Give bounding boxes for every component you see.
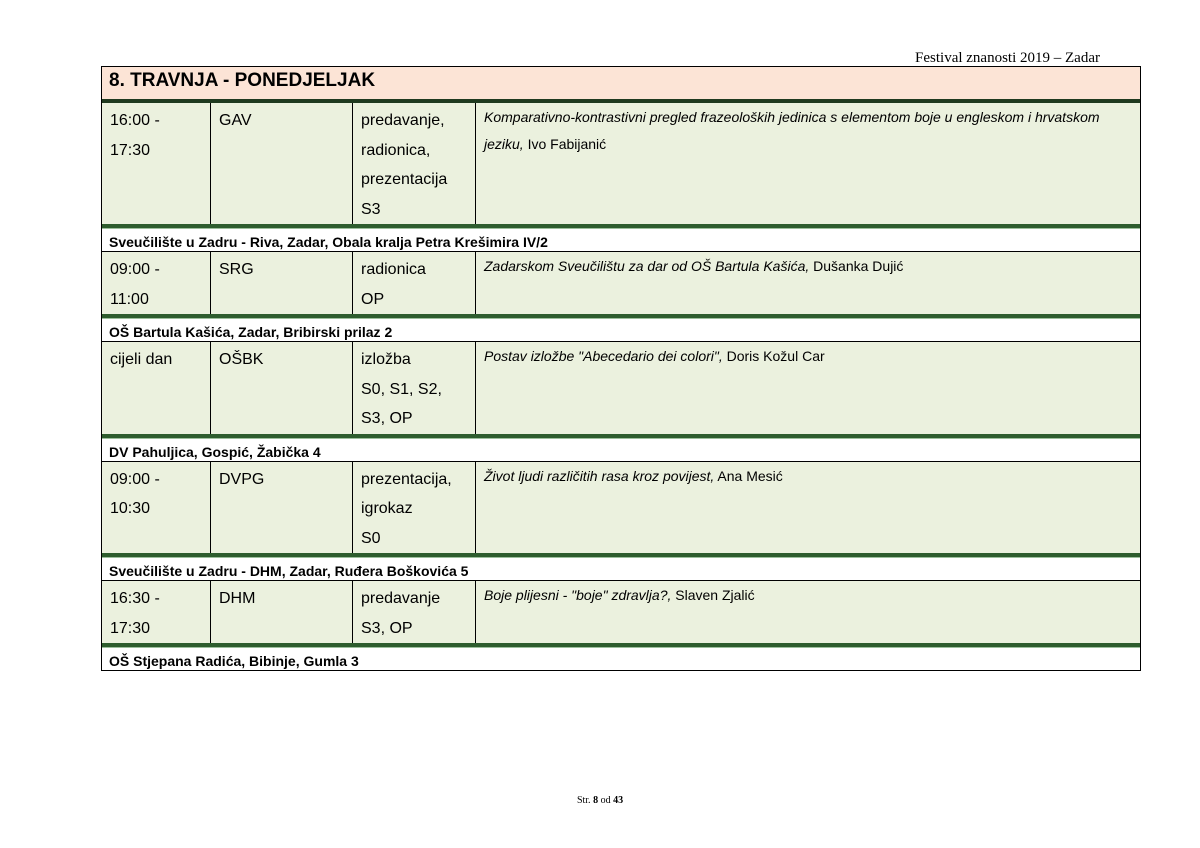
event-author: Slaven Zjalić xyxy=(671,587,755,603)
event-description xyxy=(476,462,1140,554)
event-time: cijeli dan xyxy=(102,342,211,434)
event-time: 16:30 - 17:30 xyxy=(102,581,211,643)
page-number: 8 xyxy=(593,795,599,806)
page-total: 43 xyxy=(613,795,624,806)
event-type: predavanje, radionica, prezentacija S3 xyxy=(353,103,476,224)
event-title: Zadarskom Sveučilištu za dar od OŠ Bartula Kašića, xyxy=(484,258,810,274)
venue-heading: Sveučilište u Zadru - DHM, Zadar, Ruđera Boškovića 5 xyxy=(102,553,1140,581)
event-code: DHM xyxy=(211,581,353,643)
event-type: predavanje S3, OP xyxy=(353,581,476,643)
event-row xyxy=(102,462,1140,554)
page-footer: Str. 8 od 43 xyxy=(576,795,624,806)
event-row xyxy=(102,581,1140,643)
event-code: GAV xyxy=(211,103,353,224)
event-title: Postav izložbe "Abecedario dei colori", xyxy=(484,348,723,364)
venue-heading: OŠ Stjepana Radića, Bibinje, Gumla 3 xyxy=(102,643,1140,671)
venue-heading: Sveučilište u Zadru - Riva, Zadar, Obala kralja Petra Krešimira IV/2 xyxy=(102,224,1140,252)
day-title: 8. TRAVNJA - PONEDJELJAK xyxy=(102,66,1140,103)
event-time: 09:00 - 11:00 xyxy=(102,252,211,314)
event-description xyxy=(476,581,1140,643)
event-author: Doris Kožul Car xyxy=(722,348,825,364)
event-author: Dušanka Dujić xyxy=(809,258,904,274)
event-code: SRG xyxy=(211,252,353,314)
event-time: 16:00 - 17:30 xyxy=(102,103,211,224)
venue-heading: DV Pahuljica, Gospić, Žabička 4 xyxy=(102,434,1140,462)
event-code: OŠBK xyxy=(211,342,353,434)
event-time: 09:00 - 10:30 xyxy=(102,462,211,554)
event-author: Ana Mesić xyxy=(714,467,783,484)
event-type: izložba S0, S1, S2, S3, OP xyxy=(353,342,476,434)
schedule-table xyxy=(101,66,1141,671)
event-author: Ivo Fabijanić xyxy=(523,136,607,152)
event-title: Boje plijesni - "boje" zdravlja?, xyxy=(484,587,672,603)
event-description xyxy=(476,342,1140,434)
event-title: Komparativno-kontrastivni pregled frazeoloških jedinica s elementom boje u engleskom i hrvatskom jeziku, xyxy=(484,109,1100,152)
event-row xyxy=(102,342,1140,434)
event-row xyxy=(102,103,1140,224)
event-row xyxy=(102,252,1140,314)
event-type: prezentacija, igrokaz S0 xyxy=(353,462,476,554)
event-code: DVPG xyxy=(211,462,353,554)
running-header: Festival znanosti 2019 – Zadar xyxy=(915,50,1100,66)
event-title: Život ljudi različitih rasa kroz povijest, xyxy=(484,467,715,484)
event-description xyxy=(476,252,1140,314)
event-description xyxy=(476,103,1140,224)
venue-heading: OŠ Bartula Kašića, Zadar, Bribirski prilaz 2 xyxy=(102,314,1140,342)
event-type: radionica OP xyxy=(353,252,476,314)
